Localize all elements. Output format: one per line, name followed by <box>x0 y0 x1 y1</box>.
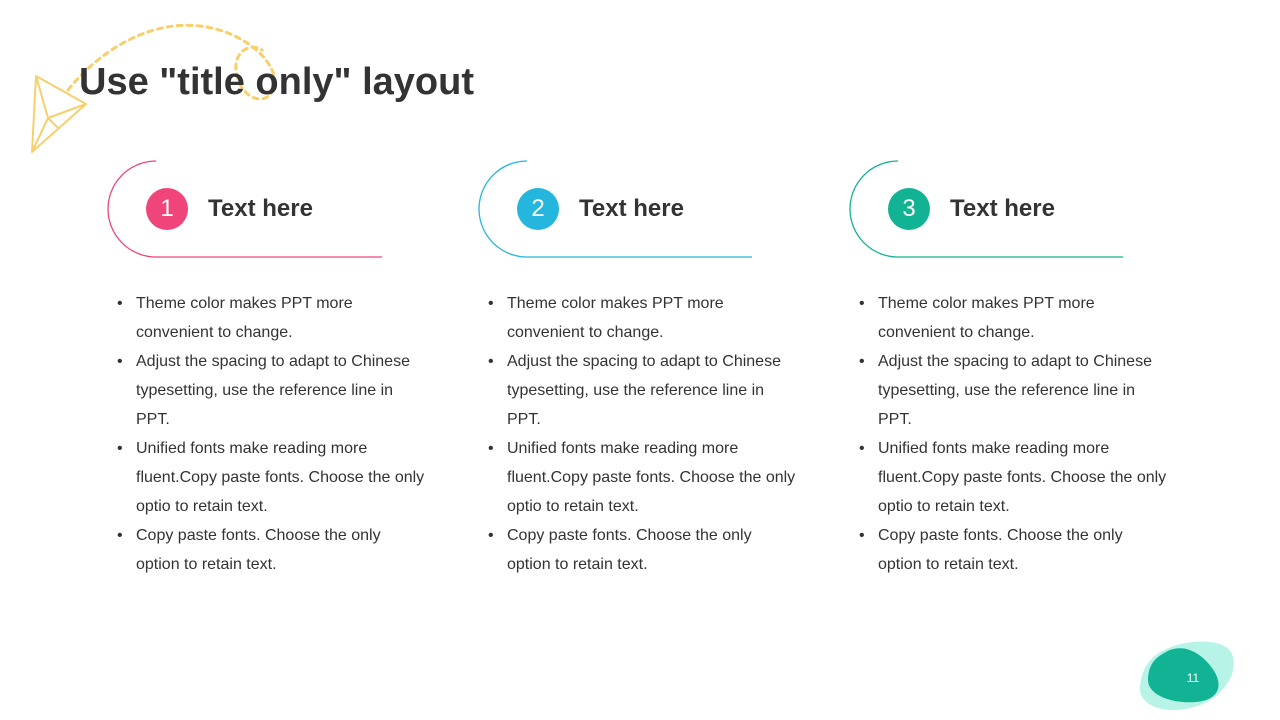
bullet-icon: • <box>859 440 865 457</box>
bullet-item <box>107 289 427 347</box>
bullet-item <box>849 521 1169 579</box>
bullet-icon: • <box>488 527 494 544</box>
bullet-icon: • <box>488 353 494 370</box>
bullet-text: Copy paste fonts. Choose the only option to retain text. <box>507 527 752 573</box>
bullet-item <box>849 347 1169 434</box>
bullet-list <box>478 289 798 579</box>
column-heading: Text here <box>579 195 684 222</box>
bullet-text: Unified fonts make reading more fluent.Copy paste fonts. Choose the only optio to retain text. <box>878 440 1167 515</box>
bullet-icon: • <box>488 440 494 457</box>
bullet-item <box>107 434 427 521</box>
number-badge <box>517 188 559 230</box>
column-2 <box>478 160 818 590</box>
number-badge <box>888 188 930 230</box>
bullet-item <box>107 347 427 434</box>
bullet-item <box>849 434 1169 521</box>
column-heading: Text here <box>208 195 313 222</box>
bullet-item <box>478 289 798 347</box>
bullet-list <box>107 289 427 579</box>
number-badge <box>146 188 188 230</box>
bullet-icon: • <box>117 295 123 312</box>
bullet-text: Adjust the spacing to adapt to Chinese typesetting, use the reference line in PPT. <box>136 353 410 428</box>
bullet-text: Adjust the spacing to adapt to Chinese typesetting, use the reference line in PPT. <box>507 353 781 428</box>
bullet-item <box>107 521 427 579</box>
number-badge-label: 3 <box>902 195 916 222</box>
number-badge-label: 2 <box>531 195 545 222</box>
bullet-text: Theme color makes PPT more convenient to change. <box>507 295 724 341</box>
bullet-text: Theme color makes PPT more convenient to change. <box>136 295 353 341</box>
bullet-icon: • <box>859 527 865 544</box>
bullet-icon: • <box>859 295 865 312</box>
bullet-text: Copy paste fonts. Choose the only option to retain text. <box>878 527 1123 573</box>
column-heading: Text here <box>950 195 1055 222</box>
page-number: 11 <box>1186 671 1200 685</box>
bullet-text: Copy paste fonts. Choose the only option to retain text. <box>136 527 381 573</box>
bullet-icon: • <box>117 353 123 370</box>
bullet-item <box>478 347 798 434</box>
bullet-icon: • <box>859 353 865 370</box>
bullet-item <box>478 434 798 521</box>
bullet-text: Unified fonts make reading more fluent.Copy paste fonts. Choose the only optio to retain text. <box>136 440 425 515</box>
bullet-text: Unified fonts make reading more fluent.Copy paste fonts. Choose the only optio to retain text. <box>507 440 796 515</box>
bullet-text: Adjust the spacing to adapt to Chinese typesetting, use the reference line in PPT. <box>878 353 1152 428</box>
column-1 <box>107 160 447 590</box>
bullet-icon: • <box>488 295 494 312</box>
number-badge-label: 1 <box>160 195 174 222</box>
bullet-list <box>849 289 1169 579</box>
bullet-item <box>478 521 798 579</box>
column-3 <box>849 160 1189 590</box>
bullet-icon: • <box>117 527 123 544</box>
bullet-item <box>849 289 1169 347</box>
bullet-text: Theme color makes PPT more convenient to change. <box>878 295 1095 341</box>
bullet-icon: • <box>117 440 123 457</box>
slide-title: Use "title only" layout <box>79 61 474 103</box>
